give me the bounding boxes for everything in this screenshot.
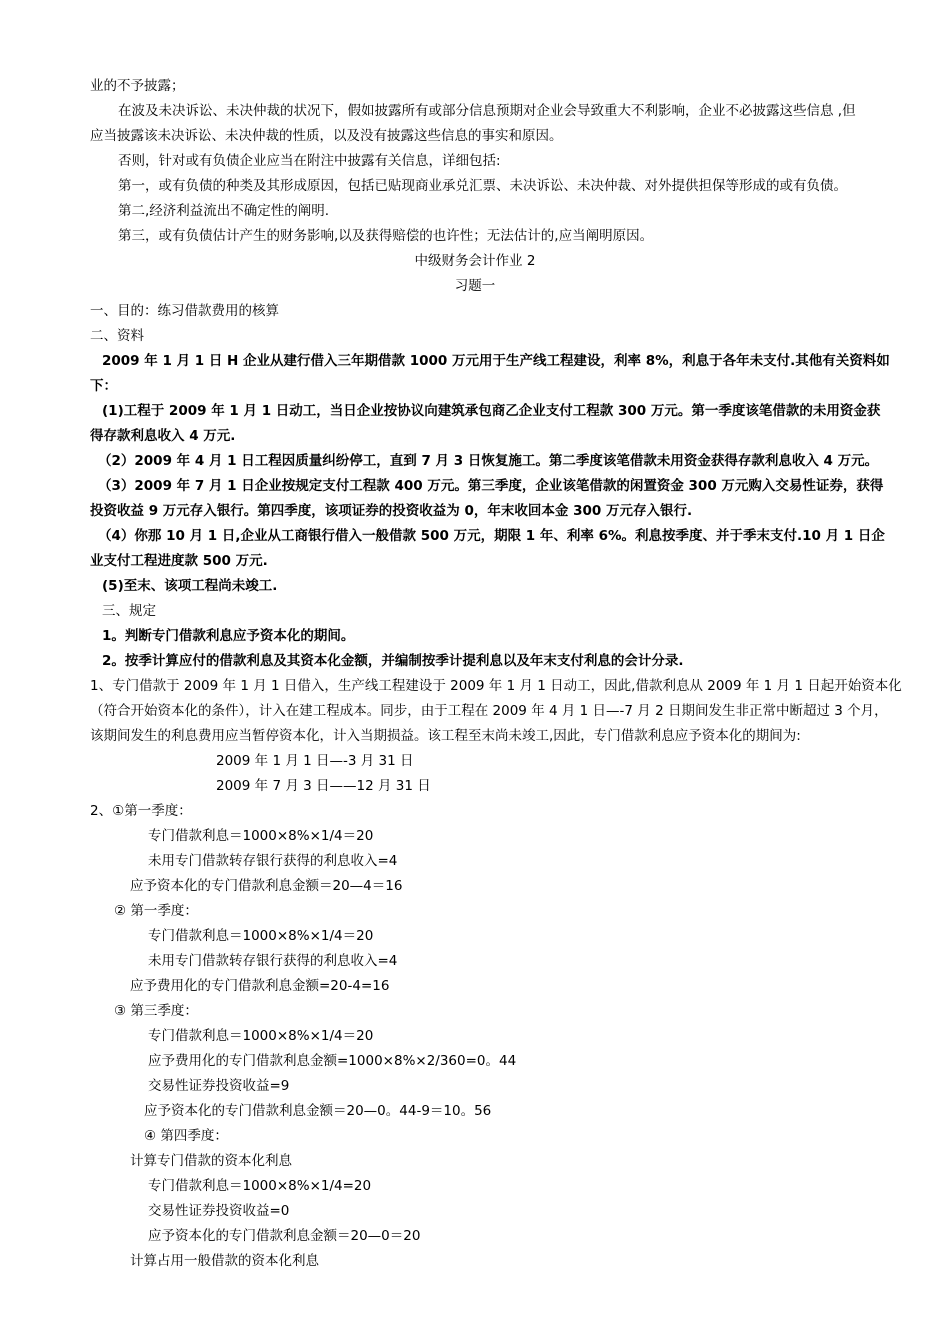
text-line: 2009 年 1 月 1 日—-3 月 31 日 [216, 753, 414, 769]
text-line: 2。按季计算应付的借款利息及其资本化金额，并编制按季计提利息以及年末支付利息的会计分录. [102, 653, 684, 669]
text-line: （2）2009 年 4 月 1 日工程因质量纠纷停工，直到 7 月 3 日恢复施工。第二季度该笔借款未用资金获得存款利息收入 4 万元。 [98, 453, 879, 469]
text-line: 计算占用一般借款的资本化利息 [130, 1253, 319, 1269]
text-line: （符合开始资本化的条件），计入在建工程成本。同步，由于工程在 2009 年 4 月 1 日—-7 月 2 日期间发生非正常中断超过 3 个月， [90, 703, 888, 719]
text-line: 计算专门借款的资本化利息 [130, 1153, 292, 1169]
text-line: 应予费用化的专门借款利息金额=20-4=16 [130, 978, 390, 994]
text-line: 在波及未决诉讼、未决仲裁的状况下，假如披露所有或部分信息预期对企业会导致重大不利影响，企业不必披露这些信息 ,但 [118, 103, 856, 119]
text-line: 专门借款利息＝1000×8%×1/4＝20 [148, 828, 374, 844]
text-line: 一、目的：练习借款费用的核算 [90, 303, 279, 319]
text-line: 2、①第一季度： [90, 803, 192, 819]
text-line: 1、专门借款于 2009 年 1 月 1 日借入，生产线工程建设于 2009 年 1 月 1 日动工，因此,借款利息从 2009 年 1 月 1 日起开始资本化 [90, 678, 902, 694]
text-line: 2009 年 1 月 1 日 H 企业从建行借入三年期借款 1000 万元用于生产线工程建设，利率 8%，利息于各年未支付.其他有关资料如 [102, 353, 890, 369]
text-line: 二、资料 [90, 328, 144, 344]
text-line: 2009 年 7 月 3 日——12 月 31 日 [216, 778, 431, 794]
text-line: ② 第一季度： [114, 903, 198, 919]
text-line: 第一，或有负债的种类及其形成原因，包括已贴现商业承兑汇票、未决诉讼、未决仲裁、对外提供担保等形成的或有负债。 [118, 178, 847, 194]
text-line: (1)工程于 2009 年 1 月 1 日动工，当日企业按协议向建筑承包商乙企业支付工程款 300 万元。第一季度该笔借款的未用资金获 [102, 403, 881, 419]
text-line: 否则，针对或有负债企业应当在附注中披露有关信息，详细包括: [118, 153, 501, 169]
text-line: 该期间发生的利息费用应当暂停资本化，计入当期损益。该工程至末尚未竣工,因此，专门借款利息应予资本化的期间为: [90, 728, 801, 744]
text-line: 应予资本化的专门借款利息金额＝20—0＝20 [148, 1228, 421, 1244]
text-line: 应予费用化的专门借款利息金额=1000×8%×2/360=0。44 [148, 1053, 517, 1069]
text-line: 未用专门借款转存银行获得的利息收入=4 [148, 853, 398, 869]
text-line: 专门借款利息＝1000×8%×1/4＝20 [148, 928, 374, 944]
text-line: 三、规定 [102, 603, 156, 619]
text-line: 投资收益 9 万元存入银行。第四季度，该项证券的投资收益为 0，年末收回本金 300 万元存入银行. [90, 503, 693, 519]
text-line: 专门借款利息＝1000×8%×1/4＝20 [148, 1028, 374, 1044]
text-line: 第二,经济利益流出不确定性的阐明. [118, 203, 330, 219]
section-title: 中级财务会计作业 2 [414, 253, 536, 269]
text-line: （4）你那 10 月 1 日,企业从工商银行借入一般借款 500 万元，期限 1 年、利率 6%。利息按季度、并于季末支付.10 月 1 日企 [98, 528, 885, 544]
text-line: 得存款利息收入 4 万元. [90, 428, 236, 444]
text-line: 下： [90, 378, 117, 394]
text-line: 专门借款利息＝1000×8%×1/4=20 [148, 1178, 372, 1194]
text-line: 交易性证券投资收益=0 [148, 1203, 290, 1219]
text-line: 应予资本化的专门借款利息金额＝20—0。44-9＝10。56 [144, 1103, 492, 1119]
text-line: 应予资本化的专门借款利息金额＝20—4＝16 [130, 878, 403, 894]
text-line: 应当披露该未决诉讼、未决仲裁的性质，以及没有披露这些信息的事实和原因。 [90, 128, 563, 144]
text-line: 1。判断专门借款利息应予资本化的期间。 [102, 628, 355, 644]
text-line: 业的不予披露； [90, 78, 185, 94]
text-line: ③ 第三季度： [114, 1003, 198, 1019]
text-line: 第三，或有负债估计产生的财务影响,以及获得赔偿的也许性；无法估计的,应当阐明原因。 [118, 228, 654, 244]
text-line: 交易性证券投资收益=9 [148, 1078, 290, 1094]
text-line: ④ 第四季度： [144, 1128, 228, 1144]
text-line: （3）2009 年 7 月 1 日企业按规定支付工程款 400 万元。第三季度，企业该笔借款的闲置资金 300 万元购入交易性证券，获得 [98, 478, 884, 494]
text-line: (5)至末、该项工程尚未竣工. [102, 578, 278, 594]
text-line: 未用专门借款转存银行获得的利息收入=4 [148, 953, 398, 969]
exercise-title: 习题一 [454, 278, 496, 294]
text-line: 业支付工程进度款 500 万元. [90, 553, 268, 569]
